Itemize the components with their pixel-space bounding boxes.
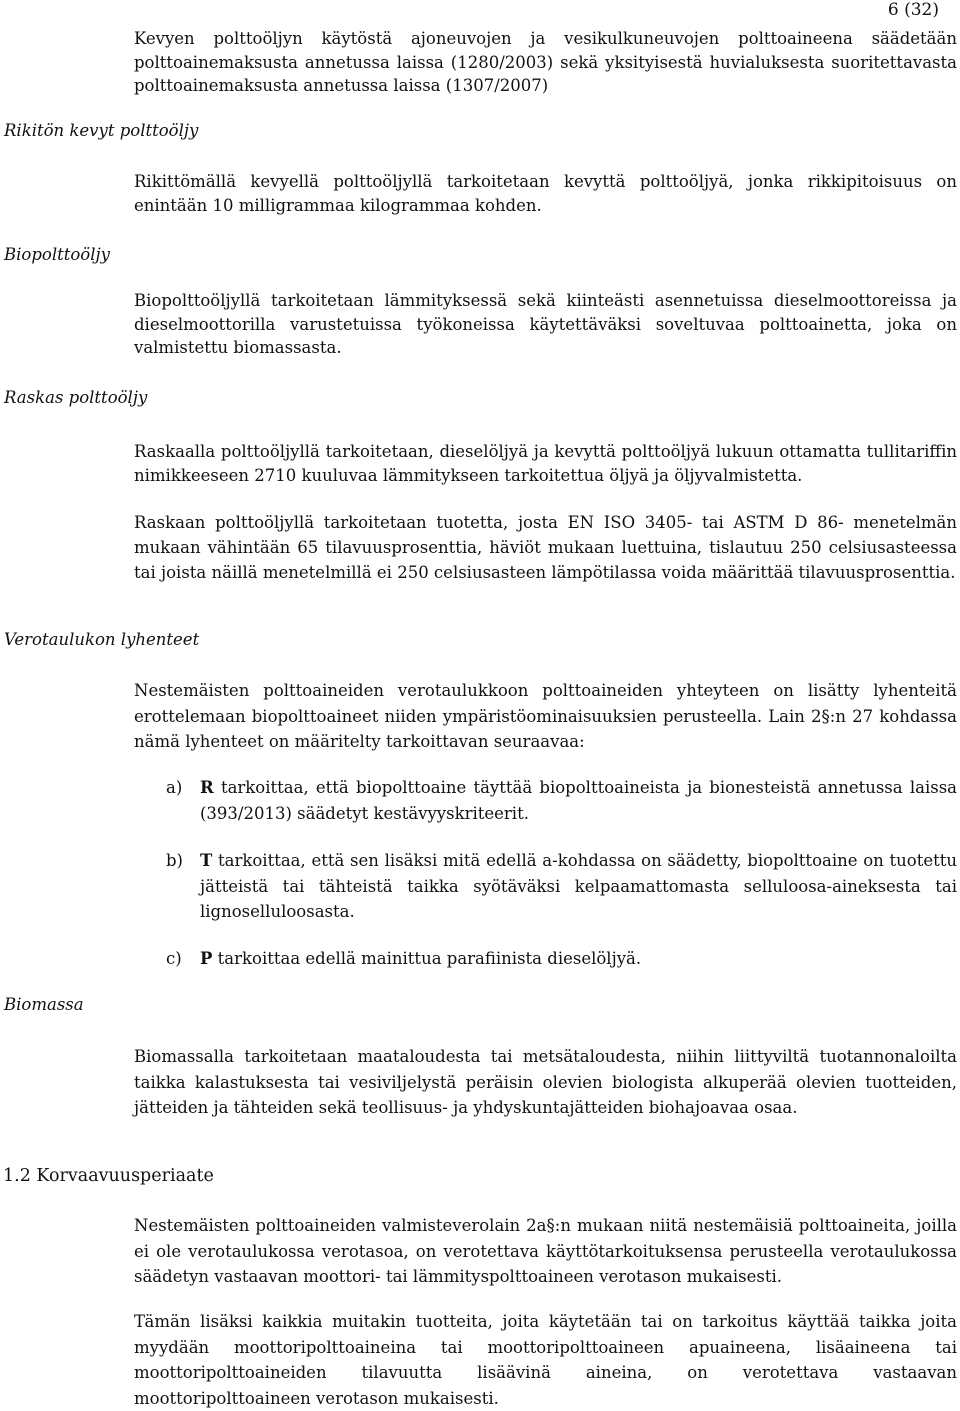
biomassa-paragraph: Biomassalla tarkoitetaan maataloudesta tai metsätaloudesta, niihin liittyviltä tuotannonaloilta taikka kalastuksesta tai vesiviljelystä peräisin olevien biologista alkuperää olevien tuotteiden, jätteiden ja tähteiden sekä teollisuus- ja yhdyskuntajätteiden biohajoavaa osaa. (134, 1047, 957, 1117)
raskas-paragraph-2: Raskaan polttoöljyllä tarkoitetaan tuotetta, josta EN ISO 3405- tai ASTM D 86- menetelmän mukaan vähintään 65 tilavuusprosenttia, häviöt mukaan luettuina, tislautuu 250 celsiusasteessa tai joista näillä menetelmillä ei 250 celsiusasteen lämpötilassa voida määrittää tilavuusprosenttia. (134, 513, 957, 582)
item-letter: a) (166, 778, 183, 797)
korvaavuus-paragraph-1: Nestemäisten polttoaineiden valmisteverolain 2a§:n mukaan niitä nestemäisiä polttoaineita, joilla ei ole verotaulukossa verotasoa, on verotettava käyttötarkoituksensa perusteella verotaulukossa säädetyn vastaavan moottori- tai lämmityspolttoaineen verotason mukaisesti. (134, 1216, 957, 1286)
item-term: T (200, 851, 213, 870)
item-term: P (200, 949, 213, 968)
intro-paragraph: Kevyen polttoöljyn käytöstä ajoneuvojen ja vesikulkuneuvojen polttoaineena säädetään polttoainemaksusta annetussa laissa (1280/2003) sekä yksityisestä huvialuksesta suoritettavasta polttoainemaksusta annetussa laissa (1307/2007) (134, 29, 957, 95)
biopolttooljy-paragraph: Biopolttoöljyllä tarkoitetaan lämmityksessä sekä kiinteästi asennetuissa dieselmoottoreissa ja dieselmoottorilla varustetuissa työkoneissa käytettäväksi soveltuvaa polttoainetta, joka on valmistettu biomassasta. (134, 291, 957, 357)
item-letter: c) (166, 949, 182, 968)
item-term: R (200, 778, 214, 797)
abbreviation-item-p (166, 946, 957, 972)
item-letter: b) (166, 851, 183, 870)
item-text: tarkoittaa, että sen lisäksi mitä edellä a-kohdassa on säädetty, biopolttoaine on tuotettu jätteistä tai tähteistä taikka syötäväksi kelpaamattomasta selluloosa-aineksesta tai lignoselluloosasta. (200, 851, 957, 921)
item-text: tarkoittaa, että biopolttoaine täyttää biopolttoaineista ja bionesteistä annetussa laissa (393/2013) säädetyt kestävyyskriteerit. (200, 778, 957, 823)
side-label-biomassa: Biomassa (4, 995, 84, 1014)
side-label-rikiton: Rikitön kevyt polttoöljy (4, 121, 199, 140)
raskas-paragraph-1: Raskaalla polttoöljyllä tarkoitetaan, dieselöljyä ja kevyttä polttoöljyä lukuun ottamatta tullitariffin nimikkeeseen 2710 kuuluvaa lämmitykseen tarkoitettua öljyä ja öljyvalmistetta. (134, 442, 957, 485)
page-number: 6 (32) (887, 0, 939, 20)
korvaavuus-paragraph-2: Tämän lisäksi kaikkia muitakin tuotteita, joita käytetään tai on tarkoitus käyttää taikka joita myydään moottoripolttoaineina tai moottoripolttoaineen apuaineena, lisäaineena tai moottoripolttoaineiden tilavuutta lisäävinä aineina, on verotettava vastaavan moottoripolttoaineen verotason mukaisesti. (134, 1312, 957, 1408)
side-label-biopolttooljy: Biopolttoöljy (4, 245, 110, 264)
section-heading: 1.2 Korvaavuusperiaate (3, 1166, 214, 1186)
verotaulukon-paragraph: Nestemäisten polttoaineiden verotaulukkoon polttoaineiden yhteyteen on lisätty lyhenteitä erottelemaan biopolttoaineet niiden ympäristöominaisuuksien perusteella. Lain 2§:n 27 kohdassa nämä lyhenteet on määritelty tarkoittavan seuraavaa: (134, 681, 957, 751)
abbreviation-item-r (166, 775, 957, 826)
rikiton-paragraph: Rikittömällä kevyellä polttoöljyllä tarkoitetaan kevyttä polttoöljyä, jonka rikkipitoisuus on enintään 10 milligrammaa kilogrammaa kohden. (134, 172, 957, 215)
item-text: tarkoittaa edellä mainittua parafiinista dieselöljyä. (212, 949, 642, 968)
side-label-raskas: Raskas polttoöljy (4, 388, 148, 407)
abbreviation-item-t (166, 848, 957, 925)
side-label-verotaulukon: Verotaulukon lyhenteet (4, 630, 200, 649)
